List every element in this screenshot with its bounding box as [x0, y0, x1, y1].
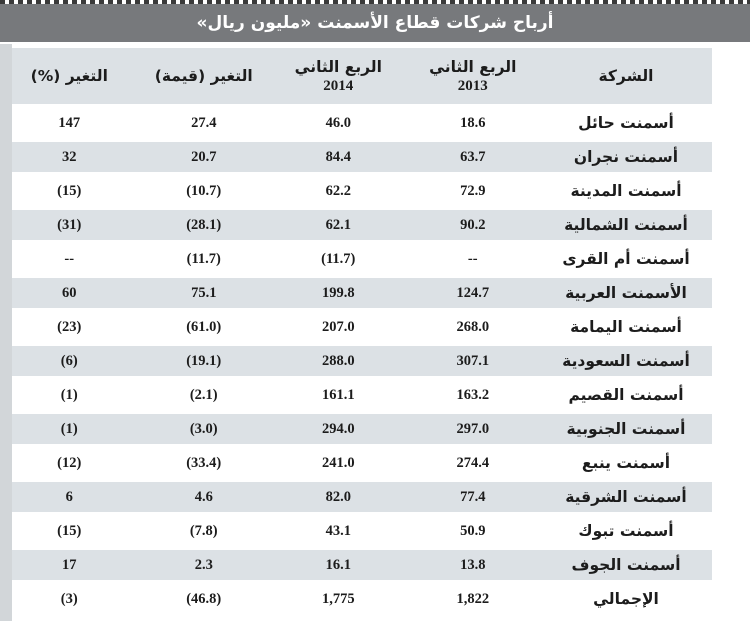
page-title: أرباح شركات قطاع الأسمنت «مليون ريال»	[196, 13, 554, 33]
q2-2014-cell: 199.8	[271, 278, 406, 308]
q2-2014-cell: 16.1	[271, 550, 406, 580]
table-row	[2, 346, 712, 376]
company-name-cell: أسمنت الشمالية	[540, 210, 712, 240]
company-name-cell: أسمنت اليمامة	[570, 318, 682, 336]
col-header-q2-2013-year: 2013	[457, 77, 488, 94]
table-row	[2, 176, 712, 206]
change-value-cell: (7.8)	[189, 522, 218, 539]
table-row	[2, 142, 712, 172]
change-pct-cell: (1)	[2, 414, 137, 444]
company-name-cell: أسمنت القصيم	[568, 386, 684, 404]
q2-2013-cell: 124.7	[406, 278, 541, 308]
company-name-cell: أسمنت حائل	[578, 114, 674, 132]
q2-2013-cell: 77.4	[406, 482, 541, 512]
change-value-cell: (19.1)	[137, 346, 272, 376]
col-header-change-value-label: التغير (قيمة)	[154, 67, 253, 85]
change-pct-cell: (15)	[57, 182, 82, 199]
table-row	[2, 414, 712, 444]
col-header-change-pct	[2, 48, 137, 104]
q2-2013-cell: 297.0	[406, 414, 541, 444]
q2-2013-cell: 274.4	[456, 454, 490, 471]
table-row	[2, 380, 712, 410]
company-name-cell: الأسمنت العربية	[540, 278, 712, 308]
table-row	[2, 244, 712, 274]
col-header-q2-2013-label: الربع الثاني	[429, 57, 517, 76]
company-name-cell: الإجمالي	[593, 590, 659, 608]
company-name-cell: أسمنت أم القرى	[562, 250, 690, 268]
company-name-cell: أسمنت تبوك	[578, 522, 674, 540]
change-pct-cell: (31)	[2, 210, 137, 240]
change-value-cell: (10.7)	[186, 182, 222, 199]
table-row	[2, 448, 712, 478]
q2-2014-cell: 207.0	[321, 318, 355, 335]
q2-2014-cell: 294.0	[271, 414, 406, 444]
change-pct-cell: (15)	[57, 522, 82, 539]
q2-2013-cell: --	[467, 250, 478, 267]
page-margin-strip	[0, 44, 12, 621]
q2-2014-cell: 43.1	[325, 522, 351, 539]
change-pct-cell: (6)	[2, 346, 137, 376]
company-name-cell: أسمنت الشرقية	[540, 482, 712, 512]
q2-2014-cell: 84.4	[271, 142, 406, 172]
change-pct-cell: (23)	[57, 318, 82, 335]
col-header-q2-2014-year: 2014	[323, 77, 354, 94]
q2-2014-cell: 62.1	[271, 210, 406, 240]
q2-2014-cell: (11.7)	[321, 250, 356, 267]
change-value-cell: (33.4)	[186, 454, 222, 471]
q2-2013-cell: 13.8	[406, 550, 541, 580]
table-body	[2, 108, 712, 614]
change-value-cell: (61.0)	[186, 318, 222, 335]
cement-profits-table	[2, 44, 712, 618]
table-row	[2, 108, 712, 138]
table-row	[2, 278, 712, 308]
table-row	[2, 584, 712, 614]
col-header-q2-2013	[406, 48, 541, 104]
q2-2013-cell: 72.9	[460, 182, 486, 199]
header-row	[2, 48, 712, 104]
change-value-cell: 4.6	[137, 482, 272, 512]
company-name-cell: أسمنت الجنوبية	[540, 414, 712, 444]
col-header-company	[540, 48, 712, 104]
change-pct-cell: 17	[2, 550, 137, 580]
col-header-change-pct-label: التغير (%)	[30, 67, 108, 85]
q2-2013-cell: 268.0	[456, 318, 490, 335]
table-row	[2, 550, 712, 580]
title-bar	[0, 4, 750, 42]
change-pct-cell: --	[64, 250, 75, 267]
col-header-q2-2014-label: الربع الثاني	[294, 57, 382, 76]
change-pct-cell: 147	[58, 114, 81, 131]
change-pct-cell: (12)	[57, 454, 82, 471]
q2-2014-cell: 62.2	[325, 182, 351, 199]
q2-2014-cell: 241.0	[321, 454, 355, 471]
change-value-cell: 27.4	[191, 114, 217, 131]
change-value-cell: (46.8)	[186, 590, 222, 607]
q2-2013-cell: 1,822	[456, 590, 490, 607]
q2-2014-cell: 82.0	[271, 482, 406, 512]
change-pct-cell: (3)	[60, 590, 78, 607]
col-header-company-label: الشركة	[598, 67, 654, 85]
table-row	[2, 482, 712, 512]
q2-2013-cell: 90.2	[406, 210, 541, 240]
change-pct-cell: 60	[2, 278, 137, 308]
q2-2014-cell: 1,775	[321, 590, 355, 607]
change-value-cell: (3.0)	[137, 414, 272, 444]
table-row	[2, 210, 712, 240]
company-name-cell: أسمنت ينبع	[581, 454, 671, 472]
change-value-cell: (2.1)	[189, 386, 218, 403]
q2-2013-cell: 307.1	[406, 346, 541, 376]
q2-2013-cell: 63.7	[406, 142, 541, 172]
company-name-cell: أسمنت نجران	[540, 142, 712, 172]
q2-2013-cell: 18.6	[460, 114, 486, 131]
q2-2014-cell: 46.0	[325, 114, 351, 131]
company-name-cell: أسمنت المدينة	[570, 182, 682, 200]
change-value-cell: 75.1	[137, 278, 272, 308]
change-value-cell: 20.7	[137, 142, 272, 172]
change-value-cell: (28.1)	[137, 210, 272, 240]
change-value-cell: (11.7)	[186, 250, 221, 267]
company-name-cell: أسمنت السعودية	[540, 346, 712, 376]
col-header-q2-2014	[271, 48, 406, 104]
table-row	[2, 312, 712, 342]
col-header-change-value	[137, 48, 272, 104]
change-value-cell: 2.3	[137, 550, 272, 580]
table-row	[2, 516, 712, 546]
change-pct-cell: (1)	[60, 386, 78, 403]
q2-2014-cell: 288.0	[271, 346, 406, 376]
change-pct-cell: 32	[2, 142, 137, 172]
q2-2013-cell: 50.9	[460, 522, 486, 539]
company-name-cell: أسمنت الجوف	[540, 550, 712, 580]
q2-2014-cell: 161.1	[321, 386, 355, 403]
q2-2013-cell: 163.2	[456, 386, 490, 403]
change-pct-cell: 6	[2, 482, 137, 512]
